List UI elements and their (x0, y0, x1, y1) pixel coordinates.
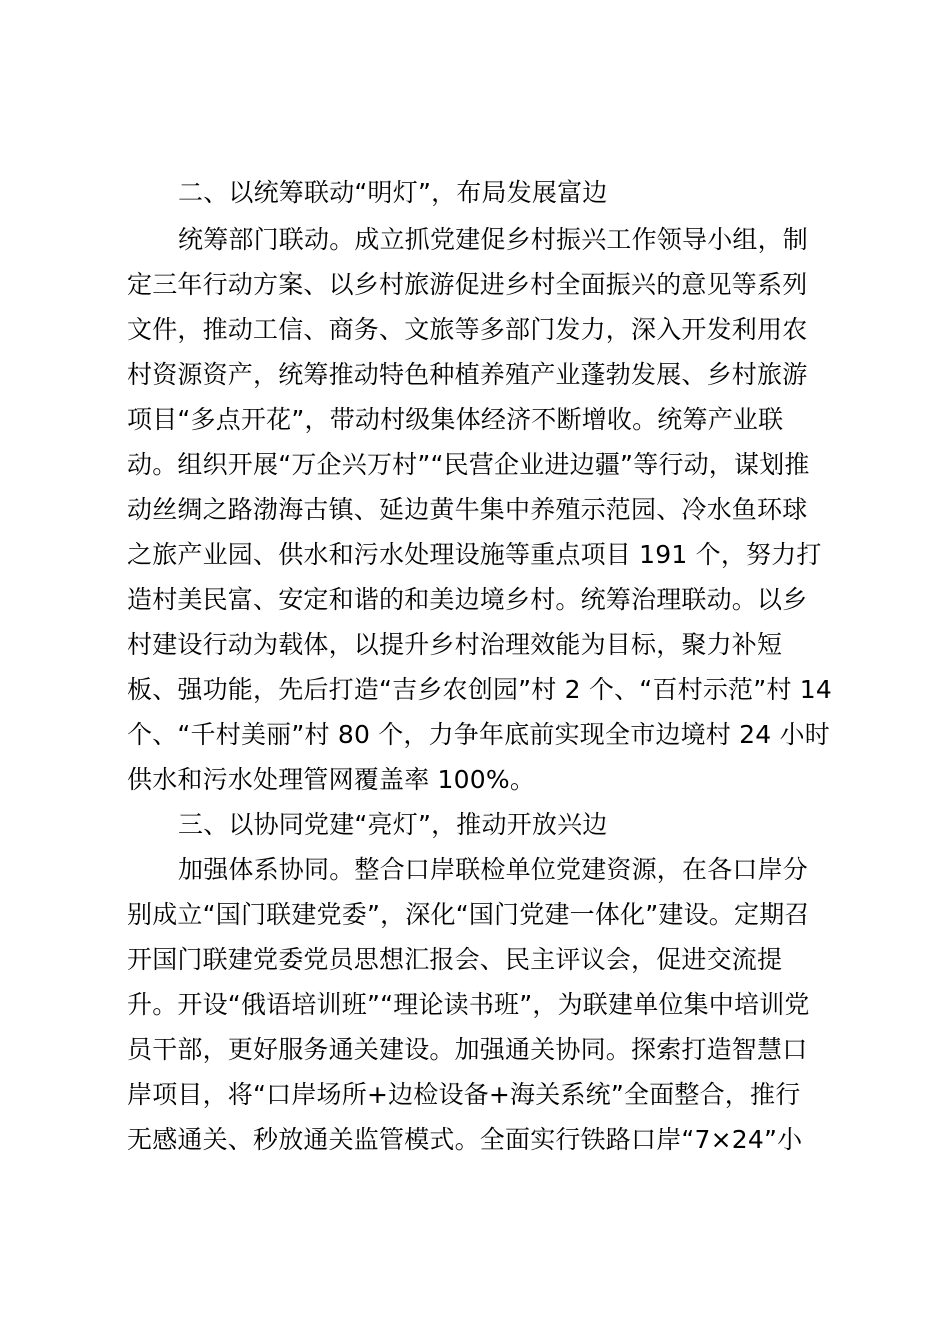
paragraph-line: 村资源资产，统筹推动特色种植养殖产业蓬勃发展、乡村旅游 (127, 360, 808, 389)
paragraph-line: 供水和污水处理管网覆盖率 100%。 (127, 765, 536, 794)
paragraph-line: 文件，推动工信、商务、文旅等多部门发力，深入开发利用农 (127, 315, 808, 344)
paragraph-line: 员干部，更好服务通关建设。加强通关协同。探索打造智慧口 (127, 1035, 808, 1064)
paragraph-line: 统筹部门联动。成立抓党建促乡村振兴工作领导小组，制 (178, 225, 809, 254)
paragraph-line: 开国门联建党委党员思想汇报会、民主评议会，促进交流提 (127, 945, 783, 974)
paragraph-line: 板、强功能，先后打造“吉乡农创园”村 2 个、“百村示范”村 14 (127, 675, 832, 704)
paragraph-line: 造村美民富、安定和谐的和美边境乡村。统筹治理联动。以乡 (127, 585, 808, 614)
paragraph-line: 动丝绸之路渤海古镇、延边黄牛集中养殖示范园、冷水鱼环球 (127, 495, 808, 524)
paragraph-line: 村建设行动为载体，以提升乡村治理效能为目标，聚力补短 (127, 630, 783, 659)
paragraph-line: 岸项目，将“口岸场所+边检设备+海关系统”全面整合，推行 (127, 1080, 801, 1109)
section-heading-2: 二、以统筹联动“明灯”，布局发展富边 (178, 178, 608, 207)
paragraph-line: 之旅产业园、供水和污水处理设施等重点项目 191 个，努力打 (127, 540, 822, 569)
paragraph-line: 别成立“国门联建党委”，深化“国门党建一体化”建设。定期召 (127, 900, 810, 929)
paragraph-line: 动。组织开展“万企兴万村”“民营企业进边疆”等行动，谋划推 (127, 450, 810, 479)
paragraph-line: 升。开设“俄语培训班”“理论读书班”，为联建单位集中培训党 (127, 990, 810, 1019)
paragraph-line: 加强体系协同。整合口岸联检单位党建资源，在各口岸分 (178, 855, 809, 884)
paragraph-line: 无感通关、秒放通关监管模式。全面实行铁路口岸“7×24”小 (127, 1125, 803, 1154)
paragraph-line: 定三年行动方案、以乡村旅游促进乡村全面振兴的意见等系列 (127, 270, 808, 299)
paragraph-line: 个、“千村美丽”村 80 个，力争年底前实现全市边境村 24 小时 (127, 720, 830, 749)
paragraph-line: 项目“多点开花”，带动村级集体经济不断增收。统筹产业联 (127, 405, 784, 434)
section-heading-3: 三、以协同党建“亮灯”，推动开放兴边 (178, 810, 608, 839)
